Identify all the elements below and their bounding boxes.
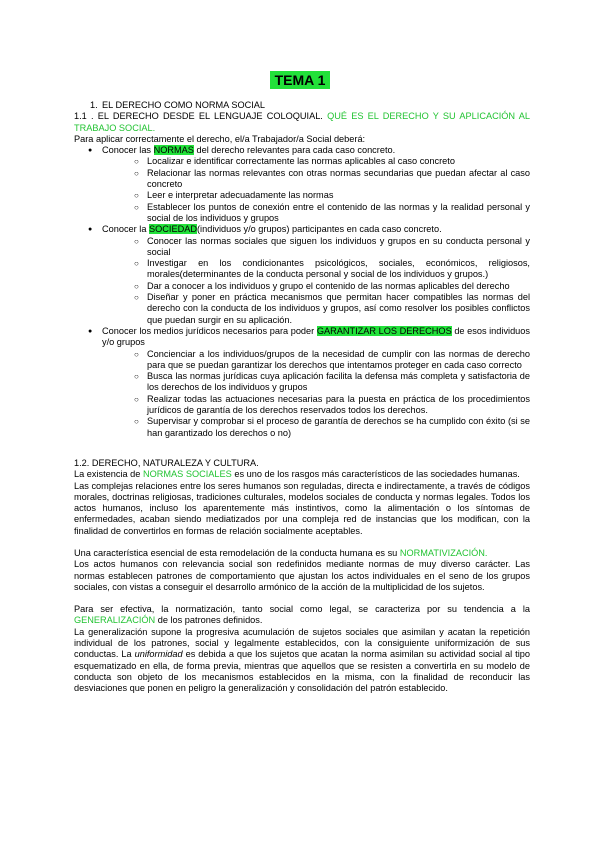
highlight-sociedad: SOCIEDAD xyxy=(149,224,197,235)
highlight-normas-sociales: NORMAS SOCIALES xyxy=(142,469,232,480)
section-1-heading: 1. EL DERECHO COMO NORMA SOCIAL xyxy=(90,100,266,110)
page-title xyxy=(0,72,600,90)
highlight-generalizacion: GENERALIZACIÓN xyxy=(74,615,156,626)
sub-list-item: ○ Realizar todas las actuaciones necesarias para la puesta en práctica de los procedimientos jurídicos de garantía de los derechos reservados todos los derechos. xyxy=(102,394,530,417)
document-body xyxy=(74,100,530,695)
paragraph: Para ser efectiva, la normatización, tanto social como legal, se caracteriza por su tendencia a la GENERALIZACIÓN de los patrones definidos. xyxy=(74,604,530,626)
title-text: TEMA 1 xyxy=(270,71,331,89)
sub-list xyxy=(102,236,530,326)
sub-list-item: ○ Conocer las normas sociales que siguen los individuos y grupos en su conducta personal y social xyxy=(102,236,530,259)
sub-list xyxy=(102,349,530,439)
requirements-list xyxy=(74,145,530,439)
sub-list-item: ○ Establecer los puntos de conexión entre el contenido de las normas y la realidad personal y social de los individuos y grupos xyxy=(102,202,530,225)
sub-list-item: ○ Localizar e identificar correctamente las normas aplicables al caso concreto xyxy=(102,156,530,167)
list-item: ● Conocer las NORMAS del derecho relevantes para cada caso concreto. ○ Localizar e identificar correctamente las normas aplicables al caso concreto ○ Relacionar las normas relevantes con otras normas secundarias que puedan afectar al caso concreto ○ Leer e interpretar adecuadamente las normas ○ Establecer los puntos de conexión entre el contenido de las normas y la realidad personal y social de los individuos y grupos xyxy=(74,145,530,224)
sub-list-item: ○ Dar a conocer a los individuos y grupo el contenido de las normas aplicables del derecho xyxy=(102,281,530,292)
highlight-normativizacion: NORMATIVIZACIÓN. xyxy=(399,547,488,558)
sub-list-item: ○ Diseñar y poner en práctica mecanismos que permitan hacer compatibles las normas del derecho con la conducta de los individuos y grupos, así como resolver los posibles conflictos que puedan surgir en su aplicación. xyxy=(102,292,530,326)
highlight-garantizar: GARANTIZAR LOS DERECHOS xyxy=(316,325,452,336)
list-item: ● Conocer los medios jurídicos necesarios para poder GARANTIZAR LOS DERECHOS de esos individuos y/o grupos ○ Concienciar a los individuos/grupos de la necesidad de cumplir con las normas de derecho para que se puedan garantizar los derechos que intentamos proteger en cada caso correcto ○ Busca las normas jurídicas cuya aplicación facilita la defensa más completa y satisfactoria de los derechos de los individuos y grupos ○ Realizar todas las actuaciones necesarias para la puesta en práctica de los procedimientos jurídicos de garantía de los derechos reservados todos los derechos. ○ Supervisar y comprobar si el proceso de garantía de derechos se ha cumplido con éxito (si se han garantizado los derechos o no) xyxy=(74,326,530,439)
sub-list-item: ○ Busca las normas jurídicas cuya aplicación facilita la defensa más completa y satisfactoria de los derechos de los individuos y grupos xyxy=(102,371,530,394)
sub-list-item: ○ Investigar en los condicionantes psicológicos, sociales, económicos, religiosos, morales(determinantes de la conducta personal y social de los individuos y grupos.) xyxy=(102,258,530,281)
list-item: ● Conocer la SOCIEDAD(individuos y/o grupos) participantes en cada caso concreto. ○ Conocer las normas sociales que siguen los individuos y grupos en su conducta personal y social ○ Investigar en los condicionantes psicológicos, sociales, económicos, religiosos, morales(determinantes de la conducta personal y social de los individuos y grupos.) ○ Dar a conocer a los individuos y grupo el contenido de las normas aplicables del derecho ○ Diseñar y poner en práctica mecanismos que permitan hacer compatibles las normas del derecho con la conducta de los individuos y grupos, así como resolver los posibles conflictos que puedan surgir en su aplicación. xyxy=(74,224,530,326)
paragraph: Las complejas relaciones entre los seres humanos son reguladas, directa e indirectamente, a través de códigos morales, doctrinas religiosas, tradiciones culturales, modelos sociales de conducta y normas legales. Todos los actos humanos, incluso los aparentemente más instintivos, como la alimentación o los síntomas de enfermedades, acaban siendo mediatizados por una compleja red de instancias que los modifican, con la finalidad de convertirlos en formas de relación socialmente aceptables. xyxy=(74,480,530,536)
subsection-1-1-intro: Para aplicar correctamente el derecho, el/a Trabajador/a Social deberá: xyxy=(74,133,366,144)
paragraph: La existencia de NORMAS SOCIALES es uno de los rasgos más característicos de las sociedades humanas. xyxy=(74,469,520,480)
highlight-normas: NORMAS xyxy=(153,145,194,156)
section-1 xyxy=(74,100,530,111)
sub-list-item: ○ Leer e interpretar adecuadamente las normas xyxy=(102,190,530,201)
sub-list xyxy=(102,156,530,224)
sub-list-item: ○ Concienciar a los individuos/grupos de la necesidad de cumplir con las normas de derecho para que se puedan garantizar los derechos que intentamos proteger en cada caso correcto xyxy=(102,349,530,372)
subsection-1-1-highlight: QUÉ ES EL DERECHO Y SU APLICACIÓN AL TRABAJO SOCIAL. xyxy=(74,111,530,133)
sub-list-item: ○ Relacionar las normas relevantes con otras normas secundarias que puedan afectar al caso concreto xyxy=(102,168,530,191)
sub-list-item: ○ Supervisar y comprobar si el proceso de garantía de derechos se ha cumplido con éxito (si se han garantizado los derechos o no) xyxy=(102,416,530,439)
paragraph: Los actos humanos con relevancia social son redefinidos mediante normas de muy diverso carácter. Las normas establecen patrones de comportamiento que ajustan los actos individuales en el seno de los grupos sociales, con vistas a conseguir el desarrollo armónico de la acción de la multiplicidad de los sujetos. xyxy=(74,559,530,592)
paragraph: Una característica esencial de esta remodelación de la conducta humana es su NORMATIVIZACIÓN. xyxy=(74,547,488,558)
subsection-1-2-heading: 1.2. DERECHO, NATURALEZA Y CULTURA. xyxy=(74,457,259,468)
subsection-1-1-heading: 1.1 . EL DERECHO DESDE EL LENGUAJE COLOQUIAL. QUÉ ES EL DERECHO Y SU APLICACIÓN AL TRABAJO SOCIAL. xyxy=(74,111,530,133)
italic-uniformidad: uniformidad xyxy=(134,649,183,660)
paragraph: La generalización supone la progresiva acumulación de sujetos sociales que asimilan y acatan la repetición individual de los patrones, social y legalmente establecidos, con la consiguiente uniformización de sus conductas. La uniformidad es debida a que los sujetos que acatan la norma asimilan su actividad social al tipo esquematizado en ella, de forma previa, mientras que aquellos que se resisten a convertirla en su modelo de conducta son objeto de los mecanismos establecidos en la misma, con la finalidad de reconducir las desviaciones que ponen en peligro la generalización y consolidación del patrón establecido. xyxy=(74,626,530,694)
